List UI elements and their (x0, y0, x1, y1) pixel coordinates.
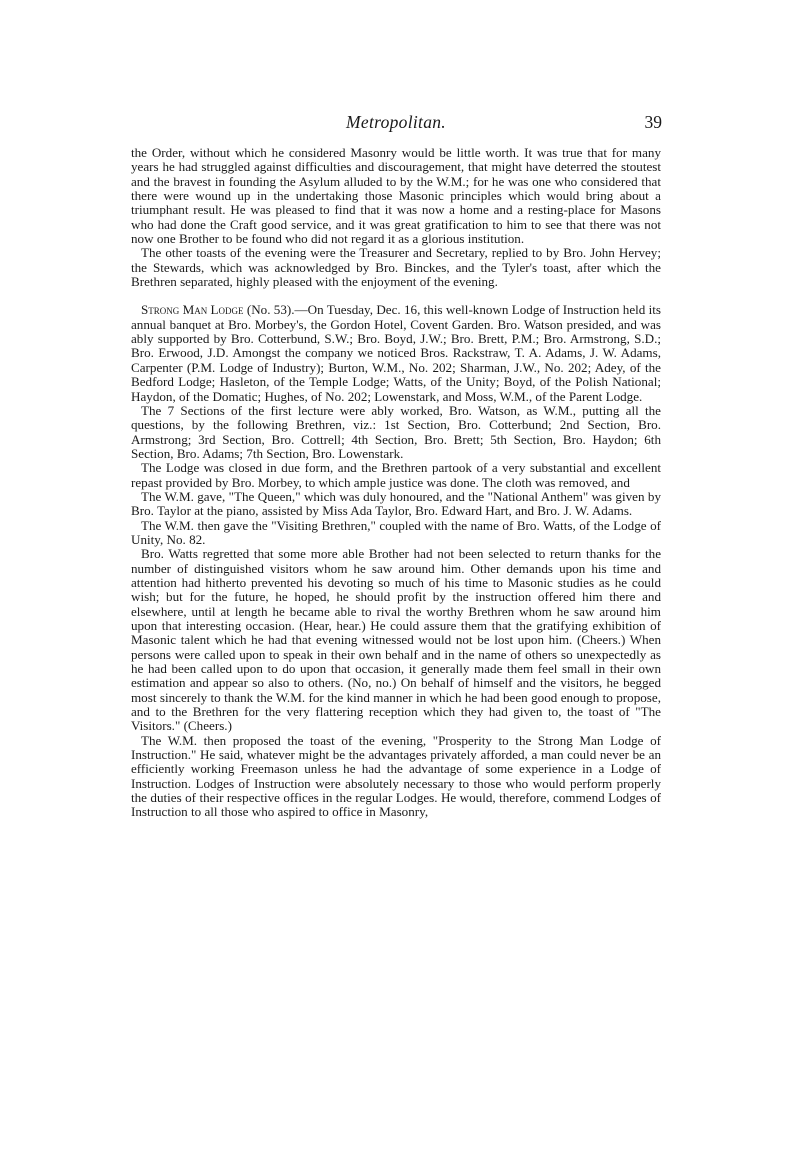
paragraph-other-toasts: The other toasts of the evening were the Treasurer and Secretary, replied to by Bro. John Hervey; the Stewards, which was acknowledged by Bro. Binckes, and the Tyler's toast, after which the Brethren separated, highly pleased with the enjoyment of the evening. (131, 245, 661, 290)
paragraph-queen-toast: The W.M. gave, "The Queen," which was duly honoured, and the "National Anthem" was given by Bro. Taylor at the piano, assisted by Miss Ada Taylor, Bro. Edward Hart, and Bro. J. W. Adams. (131, 488, 661, 519)
article-body (131, 146, 661, 820)
running-head (130, 112, 662, 136)
paragraph-visiting-brethren: The W.M. then gave the "Visiting Brethren," coupled with the name of Bro. Watts, of the Lodge of Unity, No. 82. (131, 517, 661, 547)
paragraph-lodge-closed: The Lodge was closed in due form, and the Brethren partook of a very substantial and excellent repast provided by Bro. Morbey, to which ample justice was done. The cloth was removed, and (131, 460, 661, 490)
paragraph-text: (No. 53).—On Tuesday, Dec. 16, this well-known Lodge of Instruction held its annual banquet at Bro. Morbey's, the Gordon Hotel, Covent Garden. Bro. Watson presided, and was ably supported by Bro. Cotterbund, S.W.; Bro. Boyd, J.W.; Bro. Brett, P.M.; Bro. Armstrong, S.D.; Bro. Erwood, J.D. Amongst the company we noticed Bros. Rackstraw, T. A. Adams, J. W. Adams, Carpenter (P.M. Lodge of Industry); Burton, W.M., No. 202; Sharman, J.W., No. 202; Adey, of the Bedford Lodge; Hasleton, of the Temple Lodge; Watts, of the Unity; Boyd, of the Polish National; Haydon, of the Domatic; Hughes, of No. 202; Lowenstark, and Moss, W.M., of the Parent Lodge. (131, 302, 661, 404)
paragraph-toast-of-evening: The W.M. then proposed the toast of the evening, "Prosperity to the Strong Man Lodge of Instruction." He said, whatever might be the advantages privately afforded, a man could never be an efficiently working Freemason unless he had the advantage of some experience in a Lodge of Instruction. Lodges of Instruction were absolutely necessary to those who would perform properly the duties of their respective offices in the regular Lodges. He would, therefore, commend Lodges of Instruction to all those who aspired to office in Masonry, (131, 732, 661, 820)
paragraph-sections: The 7 Sections of the first lecture were ably worked, Bro. Watson, as W.M., putting all the questions, by the following Brethren, viz.: 1st Section, Bro. Cotterbund; 2nd Section, Bro. Armstrong; 3rd Section, Bro. Cottrell; 4th Section, Bro. Brett; 5th Section, Bro. Haydon; 6th Section, Bro. Adams; 7th Section, Bro. Lowenstark. (131, 402, 661, 461)
running-title: Metropolitan. (346, 112, 446, 132)
section-heading: Strong Man Lodge (141, 302, 244, 318)
paragraph-strong-man-lodge (131, 303, 661, 403)
paragraph-watts-reply: Bro. Watts regretted that some more able Brother had not been selected to return thanks for the number of distinguished visitors whom he saw around him. Other demands upon his time and attention had hitherto prevented his devoting so much of his time to Masonic studies as he could wish; but for the future, he hoped, he should profit by the instruction offered him there and elsewhere, until at length he became able to rival the worthy Brethren whom he saw around him upon that interesting occasion. (Hear, hear.) He could assure them that the gratifying exhibition of Masonic talent which he had that evening witnessed would not be lost upon him. (Cheers.) When persons were called upon to speak in their own behalf and in the name of others so unexpectedly as he had been called upon to do upon that occasion, it generally made them feel small in their own estimation and appear so also to others. (No, no.) On behalf of himself and the visitors, he begged most sincerely to thank the W.M. for the kind manner in which he had been good enough to propose, and to the Brethren for the very flattering reception which they had given to, the toast of "The Visitors." (Cheers.) (131, 546, 661, 734)
page-number: 39 (644, 112, 662, 132)
paragraph-asylum-reply: the Order, without which he considered Masonry would be little worth. It was true that for many years he had struggled against difficulties and discouragement, that might have deterred the stoutest and the bravest in founding the Asylum alluded to by the W.M.; for he was one who considered that there were wound up in the undertaking those Masonic principles which would bring about a triumphant result. He was pleased to find that it was now a home and a resting-place for Masons who had done the Craft good service, and it was great gratification to him to see that there was not now one Brother to be found who did not regard it as a glorious institution. (131, 145, 661, 247)
